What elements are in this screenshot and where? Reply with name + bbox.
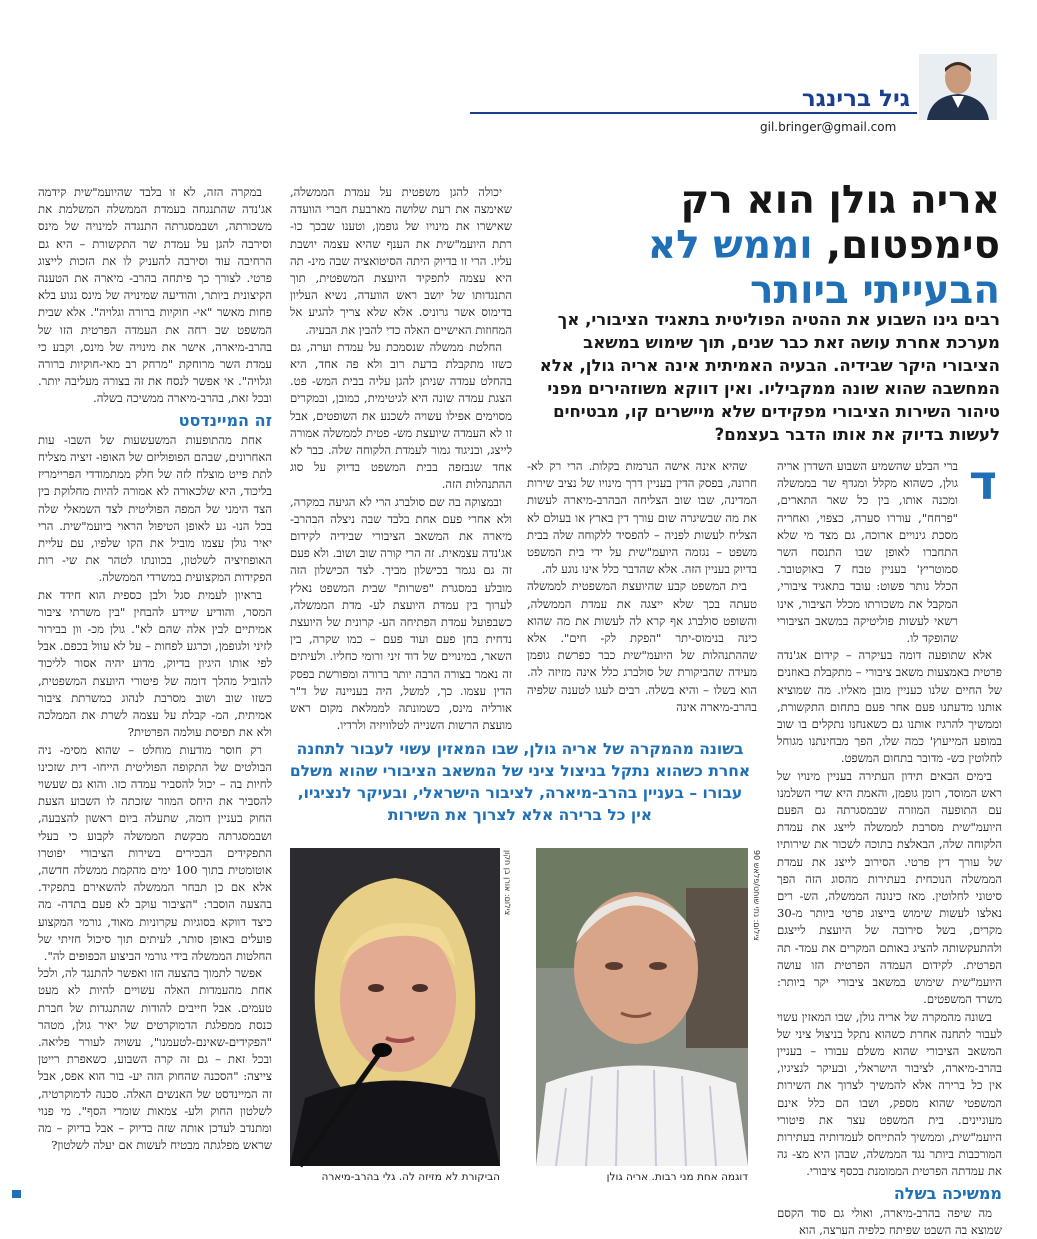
author-email[interactable]: gil.bringer@gmail.com — [760, 120, 897, 134]
column-4-paragraph-1: במקרה הזה, לא זו בלבד שהיועמ"שית קידמה אג'נדה שהתנגחה בעמדת הממשלה המשלמת את משכורתה, ושבמסגרתה התנגדה למינויה של מינס וסירבה להגן על עמדת שר התקשורת – היא גם הרחיבה עוד וסירבה להעניק לו את הזכות לייצוג פרטי. לצורך כך פיתחה בהרב- מיארה את הטענה הקיצונית ביותר, והודיעה שמינויה של מינס נגוע בלא פחות מאשר "אי- חוקיות ברורה וגלויה". אלא שבית המשפט שב רחה את העמדה הפרטית הזו של בהרב-מיארה, אישר את מינויה של מינס, וקבע כי עמדת השר מרוחקת "מרחק רב מאי-חוקיות ברורה וגלויה". אי אפשר לנסח את זה בצורה מעליבה יותר. ובכל זאת, בהרב-מיארה ממשיכה בשלה. — [38, 185, 272, 406]
column-1-paragraph-2: אלא שתופעה דומה בעיקרה – קידום אג'נדה פרטית באמצעות משאב ציבורי – מתקבלת באוזנים של החיים שלנו כעניין מובן מאליו. מה שמוציא אותנו מדעתנו פעם אחר פעם בתחום התקשורת, וממשיך להרגיז אותנו גם כשאנחנו נתקלים בו שוב במופע המייעוץ' כמה שלו, הפך מבחינתנו מגוחל לחלוטין כש- מדובר בתחום המשפט. — [777, 648, 1002, 766]
article-column-1 — [777, 455, 1002, 1237]
headline-line-1: אריה גולן הוא רק — [680, 178, 1000, 223]
pull-quote: בשונה מהמקרה של אריה גולן, שבו המאזין עשוי לעבור לתחנה אחרת כשהוא נתקל בניצול ציני של המשאב הציבורי שהוא משלם עבורו – בעניין בהרב-מיארה, לציבור הישראלי, ובעיקר לנציגיו, אין כל ברירה אלא לצרוך את השירות — [289, 740, 751, 824]
column-4-paragraph-4: רק חוסר מודעות מוחלט – שהוא מסימ- ניה הבולטים של התקופה הפוליטית הייחו- דית שזכינו לחיות בה – יכול להסביר עמדה כזו. והוא גם שעשוי להסביר את היחס המוזר שזכתה לו השבוע הצעת החוק בעניין דומה, שתעלה ביום ראשון להצבעה, ושבמסגרתה מבקשת הממשלה לקבוע כי בעלי התפקידים הבכירים בשירות הציבורי יפוטרו אוטומטית בתוך 100 ימים מהקמת ממשלה חדשה, אלא אם כן תבחר הממשלה להשאירם בתפקיד. בהצעה הוסבר: "הציבור עוקב לא פעם בתדה- מה כיצד דווקא בסוגיות עקרוניות מאוד, גורמי המקצוע פועלים באופן סותר, לעיתים תוך סיכול חזיתי של החלטות הממשלה בידי גורמי הביצוע הכפופים לה". — [38, 742, 272, 963]
end-mark-icon — [10, 1184, 24, 1194]
photo-caption-left: הביקורת לא מזיזה לה. גלי בהרב-מיארה — [321, 1171, 500, 1183]
column-3-paragraph-3: ובמצוקה בה שם סולברג הרי לא הגיעה במקרה, ולא אחרי פעם אחת בלבד שבה ניצלה הבהרב- מיארה את המשאב הציבורי שבידיה לקידום אג'נדה עצמאית. זה הרי קורה שוב ושוב. ולא פעם זה גם נגמר בכישלון מביך. לצד הכישלון הזה מובלע במסגרת "פשרות" שבית המשפט נאלץ לערוך בין עמדת היועצת לע- מדת הממשלה, כשבפועל עמדת הפתיחה הע- קרונית של היועצת נדחית בחן פעם ועוד פעם – כמו שקרה, בין השאר, במינויים של דוד זיני ורומי כחליו. ולעיתים זה נאמר בצורה הרבה יותר ברורה ומפורשת בפסק הדין עצמו. כך, למשל, היה בעניינה של ד"ר אורליה מינס, כשמונתה לממלאת מקום ראש מועצת הרשות השנייה לטלוויזיה ולרדיו. — [290, 494, 512, 733]
byline-rule — [470, 112, 917, 114]
photo-baharav-miara-image — [290, 848, 500, 1166]
photo-baharav-miara — [290, 848, 500, 1166]
headline-line-2-dark: סימפטום, — [826, 223, 1000, 268]
column-4-subheading: זה המיינדסט — [178, 410, 272, 430]
column-1-paragraph-3: בימים הבאים תידון העתירה בעניין מינויו של ראש המוסד, רומן גופמן, והאמת היא שדי השלמנו עם התופעה המוזרה שבמסגרתה גם הפעם היועמ"שית מסרבת לממשלה לייצג את עמדת הלקוחה שלה, הבאלצת בתוכה לשכור את שירותיו של עורך דין פרטי. הסירוב לייצג את עמדת הממשלה הנוכחית בעתירות מהסוג הזה הפך סיטוני לחלוטין. מאז כינונה הממשלה, הש- רים נאלצו לעשות שימוש בייצוג פרטי ביותר מ-30 מקרים, בשל סירובה של היועצת לייצגם ולהתעקשותה להציג באותם המקרים את עמד- תה הפרטית. לקידום העמדה הפרטית הזו עושה היועמ"שית שימוש במשאב ציבורי יקר ביותר: משרד המשפטים. — [777, 768, 1002, 1007]
headline-line-2-blue: וממש לא — [647, 223, 813, 268]
column-1-paragraph-1: ברי הבלע שהשמיע השבוע השדרן אריה גולן, כשהוא מקלל ומגדף שר בממשלה ומכנה אותו, בין כל שאר התארים, "פרחח", עוררו סערה, כצפוי, ואחריה מסכת גינויים ארוכה, גם מצד מי שלא התחברו לאופן שבו התנסח השר סמוטריץ' בעניין טבח 7 באוקטובר. הכלל נותר פשוט: עובד בתאגיד ציבורי, המקבל את משכורתו מכלל הציבור, אינו רשאי לעשות פוליטיקה במשאב הציבורי שהופקד לו. — [777, 459, 958, 646]
standfirst: רבים גינו השבוע את ההטיה הפוליטית בתאגיד הציבורי, אך מערכת אחרת עושה זאת כבר שנים, תוך שימוש במשאב הציבורי היקר שבידיה. הבעיה האמיתית אינה אריה גולן, אלא המחשבה שהוא שונה ממקביליו. ואין דווקא משוזהירים מפני טיהור השירות הציבורי מפקידים שלא מיישרים קו, מבטיחים לעשות בדיוק את אותו הדבר בעצמם? — [539, 310, 1000, 444]
author-photo-image — [919, 54, 997, 120]
author-name: גיל ברינגר — [801, 86, 910, 112]
photo-arie-golan-image — [536, 848, 748, 1166]
column-1-subheading: ממשיכה בשלה — [893, 1183, 1002, 1203]
column-3-paragraph-1: יכולה להגן משפטית על עמדת הממשלה, שאימצה את רעת שלושה מארבעת חברי הוועדה שאישרו את מינויו של גופמן, וטענו שבכך כו- רתת היועמ"שית את הענף שהיא עצמה יושבת עליו. הרי זו בדיוק היתה הסיטואציה שבה מינ- תה היא עצמה לתפקיד היועצת המשפטית, תוך התנגדותו של יושב ראש הוועדה, נשיא העליון בדימוס אשר גרוניס. אלא שלא צריך להגיע אל המחוזות האישיים האלה כדי להבין את הבעיה. — [290, 185, 512, 337]
column-4-paragraph-3: בראיון לעמית סגל ולבן כספית הוא חידד את המסר, והודיע שיידע להבחין "בין משרתי ציבור אמיתיים לבין אלה שהם לא". גולן מכ- וון בבירור לזיני ולגופמן, וכרגע לפחות – על לא עוול בכפם. אבל לפי אותו היגיון בדיוק, מדוע יהיה אסור לליכוד להוביל מהלך דומה של פיטורי היועצת המשפטית, כשזו שוב ושוב מסרבת לנהוג כמשרתת ציבור אמיתית, המ- קבלת על עצמה לשרת את הממלכה ולא את תפיסת עולמה הפרטית? — [38, 587, 272, 740]
article-column-4 — [38, 184, 272, 1184]
photo-credit-right: צילום: נתי שוחט/פלאש 90 — [752, 850, 761, 941]
article-column-2 — [527, 458, 757, 720]
author-photo — [919, 54, 997, 120]
photo-caption-right: דוגמה אחת מני רבות. אריה גולן — [606, 1171, 748, 1183]
photo-arie-golan — [536, 848, 748, 1166]
headline-line-3: הבעייתי ביותר — [750, 268, 1000, 313]
column-1-paragraph-4: בשונה מהמקרה של אריה גולן, שבו המאזין עשוי לעבור לתחנה אחרת כשהוא נתקל בניצול ציני של המשאב הציבורי שהוא משלם עבורו – בעניין בהרב-מיארה, לציבור הישראלי, ובעיקר לנציגיו, אין כל ברירה אלא להמשיך לצרוך את השירות המשפטי שהוא מספק, ושבו הם כלל אינם מעוניינים. בית המשפט עצר את פיטורי היועמ"שית, וממשיך להתייחס לעמדותיה בעתירות המורכבות ביותר נגד הממשלה, שבהן היא מצ- גה את עמדתה הפרטית הממומנת בכסף ציבורי. — [777, 1009, 1002, 1179]
drop-cap: ד — [968, 455, 998, 511]
column-1-paragraph-5: מה שיפה בהרב-מיארה, ואולי גם סוד הקסם שמוצא בה השבט שפיתח כלפיה הערצה, הוא — [777, 1205, 1002, 1237]
article-column-3 — [290, 184, 512, 733]
column-4-paragraph-5: אפשר לתמוך בהצעה הזו ואפשר להתנגד לה, ולכל אחת מהעמדות האלה עשויים להיות לא מעט טעמים. אבל חייבים להודות שהתנגדות של חברת כנסת ממפלגת הדמוקרטים של יאיר גולן, מטהר "הפקידים-שאינם-לטעמנו", עשויה לעורר פליאה. ובכל זאת – גם זה קרה השבוע, כשאפרת רייטן צייצה: "הסכנה שהחוק הזה יע- בור הוא אפס, אבל זה המיינדסט של האנשים האלה. סכנה לדמוקרטיה, לשלטון החוק ולע- צמאות שומרי הסף". מי פנוי ומתנדב לעדכן אותה שזה בדיוק – אבל בדיוק – מה שראש מפלגתה מבטיח לעשות אם יעלה לשלטון? — [38, 966, 272, 1153]
column-2-paragraph-2: בית המשפט קבע שהיועצת המשפטית לממשלה טעתה בכך שלא ייצגה את עמדת הממשלה, והשופט סולברג אף קרא לה לעשות את מה שהוא כינה בנימוס-יתר "הפקת לק- חים". אלא שההתנהלות של היועמ"שית כבר כפרשת גופמן מעידה שהביקורת של סולברג כלל אינה מזיזה לה. הוא בשלו – והיא בשלה. רבים לעגו לטענה שלפיה בהרב-מיארה אינה — [527, 579, 757, 714]
column-2-paragraph-1: שהיא אינה אישה הנרמזת בקלות. הרי רק לא- חרונה, בפסק הדין בעניין דרך מינויו של נציב שירות המדינה, שבו שוב הצליחה הבהרב-מיארה לעשות את מה שבשיגרה שום עורך דין בארץ או בעולם לא הצליח לעשות לפניה – להפסיד ללקוחה שלה בבית משפט – נגזמה היועמ"שית על ידי בית המשפט בדיוק בעניין הזה. אלא שהדבר כלל אינו נוגע לה. — [527, 459, 757, 577]
column-4-paragraph-2: אחת מהתופעות המשעשעות של השבו- עות האחרונים, שבהם הפופוליזם של האופו- זיציה מצליח לתת פייט מוצלח לזה של חלק ממתמודדי הפריימריז בליכוד, היא שלכאורה לא אמורה להיות מחלוקת בין הצד הימני של המפה הפוליטית לצד השמאלי שלה בכל הנו- גע לאופן הטיפול הראוי ביועמ"שית. הרי יאיר גולן עצמו מוביל את הקו שלפיו, עם עליית האופוזיציה לשלטון, בכוונתו לטהר את שי- רות הפקידות המקצועית במשרדי הממשלה. — [38, 432, 272, 585]
headline — [560, 178, 1000, 313]
photo-credit-left: צילום: אורן בן חקון — [503, 850, 512, 916]
column-3-paragraph-2: החלטת ממשלה שנסמכת על עמדת וערה, גם כשזו מתקבלת בדעת רוב ולא פה אחד, היא בהחלט עמדה שניתן להגן עליה בבית המש- פט. הצגת עמדה שונה היא לגיטימית, כמובן, ובמקרים מסוימים אפילו עשויה לשכנע את השופטים, אבל זו לא העמדה שיועצת מש- פטית לממשלה אמורה לייצג, ובניגוד גמור לעמדת הלקוחה שלה. כבר לא אחד שנבזפה בבית המשפט בדיוק על סוג ההתנהלות הזה. — [290, 339, 512, 492]
